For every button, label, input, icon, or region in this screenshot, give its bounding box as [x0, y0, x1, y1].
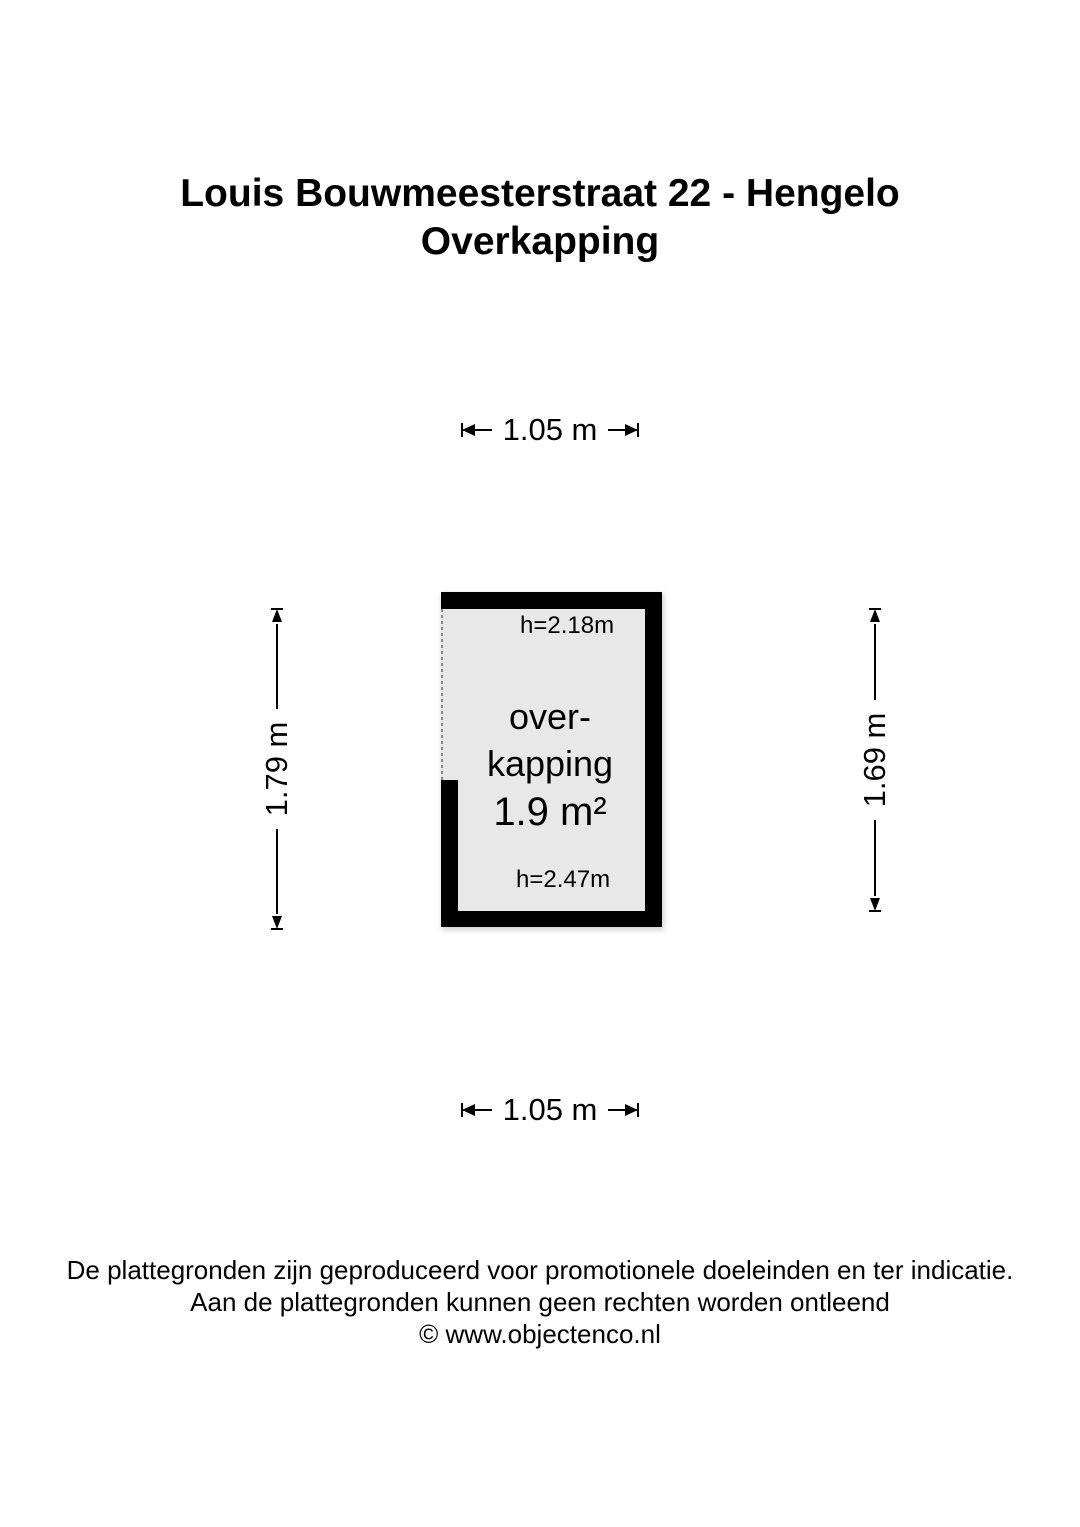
ceiling-height-top: h=2.18m — [520, 612, 615, 639]
plan-subtitle: Overkapping — [420, 220, 660, 263]
dimension-top-width-label: 1.05 m — [502, 412, 598, 447]
ceiling-height-bottom: h=2.47m — [516, 866, 611, 893]
wall-top — [441, 592, 662, 609]
plan-title: Louis Bouwmeesterstraat 22 - Hengelo — [180, 172, 900, 215]
copyright: © www.objectenco.nl — [419, 1319, 661, 1349]
room-name-line2: kapping — [486, 743, 614, 784]
dimension-bottom-width-label: 1.05 m — [502, 1092, 598, 1127]
room-name-line1: over- — [508, 696, 592, 737]
dimension-right-height-label: 1.69 m — [857, 712, 892, 808]
dimension-left-height-label: 1.79 m — [259, 721, 294, 817]
disclaimer-line2: Aan de plattegronden kunnen geen rechten worden ontleend — [190, 1287, 890, 1317]
disclaimer-line1: De plattegronden zijn geproduceerd voor promotionele doeleinden en ter indicatie. — [66, 1255, 1014, 1285]
wall-bottom — [441, 911, 662, 927]
room-area: 1.9 m² — [493, 790, 607, 834]
